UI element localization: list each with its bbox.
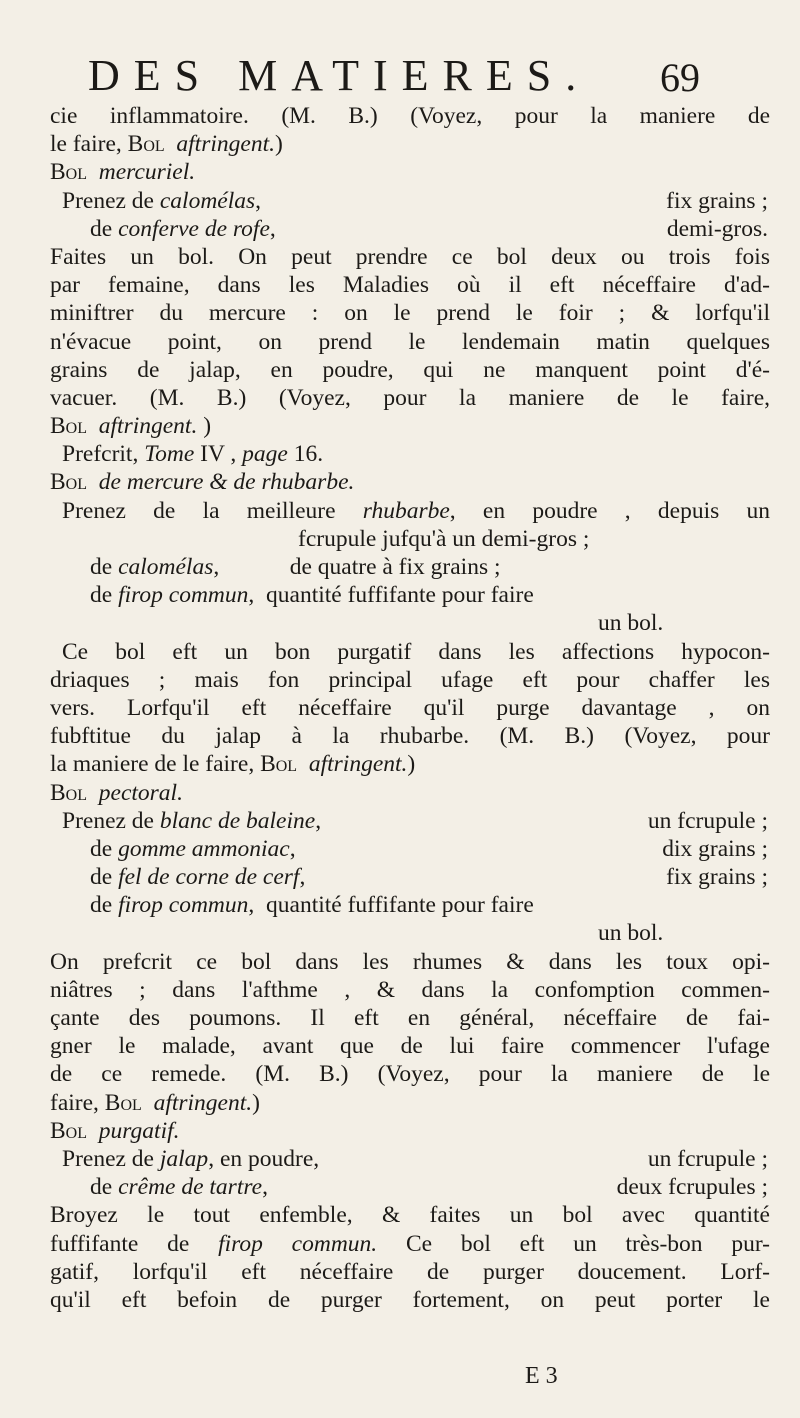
text-line: [50, 891, 770, 919]
text-segment: Prefcrit,: [62, 441, 145, 468]
text-segment: , quantité fuffifante pour faire: [248, 582, 534, 609]
text-segment: Bol: [50, 413, 88, 440]
text-segment: grains de jalap, en poudre, qui ne manquent point d'é-: [50, 356, 770, 383]
text-line: [50, 1286, 770, 1314]
text-segment: fcrupule jufqu'à un demi-gros ;: [298, 525, 590, 552]
text-segment: [87, 413, 99, 439]
text-segment: de: [90, 215, 119, 242]
text-segment: aftringent.: [153, 1089, 253, 1116]
text-segment: [142, 1090, 154, 1116]
text-line: [50, 1230, 770, 1258]
text-line: [50, 130, 770, 158]
text-segment: jalap: [159, 1145, 209, 1172]
text-line: [50, 187, 770, 215]
text-line: [50, 158, 770, 186]
text-segment: [87, 469, 99, 495]
dose-amount: deux fcrupules ;: [616, 1174, 768, 1201]
text-segment: , en poudre,: [208, 1145, 320, 1172]
text-line: [50, 243, 770, 271]
text-segment: IV ,: [194, 441, 243, 468]
text-segment: niâtres ; dans l'afthme , & dans la confomption commen-: [50, 976, 770, 1003]
page-number: 69: [660, 55, 700, 100]
text-line: [50, 722, 770, 750]
text-segment: [165, 131, 177, 157]
text-line: [50, 271, 770, 299]
text-line: [50, 919, 770, 947]
text-segment: ,: [269, 215, 276, 242]
text-segment: Ce bol eft un bon purgatif dans les affections hypocon-: [62, 638, 770, 665]
text-segment: rhubarbe: [362, 497, 450, 524]
text-segment: Tome: [144, 441, 195, 468]
text-segment: ,: [289, 835, 296, 862]
text-line: [50, 497, 770, 525]
text-segment: , en poudre , depuis un: [449, 497, 771, 524]
text-segment: de: [90, 864, 119, 891]
text-segment: conferve de rofe: [118, 215, 270, 242]
text-line: [50, 299, 770, 327]
text-segment: fuffifante de: [50, 1230, 219, 1257]
text-segment: driaques ; mais fon principal ufage eft pour chaffer les: [50, 666, 770, 693]
text-line: [50, 384, 770, 412]
text-line: [50, 525, 770, 553]
text-segment: de mercure & de rhubarbe.: [98, 469, 355, 496]
text-line: [50, 412, 770, 440]
text-segment: de: [90, 1174, 119, 1201]
text-segment: Bol: [50, 469, 88, 496]
text-segment: qu'il eft befoin de purger fortement, on peut porter le: [50, 1286, 770, 1313]
dose-amount: dix grains ;: [662, 835, 768, 862]
text-segment: Prenez de: [62, 1145, 160, 1172]
text-segment: de: [90, 835, 119, 862]
text-segment: 16.: [287, 441, 324, 468]
text-line: [50, 779, 770, 807]
text-segment: aftringent.: [98, 413, 198, 440]
text-segment: Bol: [260, 751, 298, 778]
text-segment: ): [252, 1089, 260, 1116]
text-segment: miniftrer du mercure : on le prend le foir ; & lorfqu'il: [50, 300, 770, 327]
text-line: [50, 1089, 770, 1117]
text-segment: gner le malade, avant que de lui faire commencer l'ufage: [50, 1033, 770, 1060]
text-segment: mercuriel.: [98, 159, 196, 186]
text-segment: calomélas: [118, 554, 214, 580]
text-segment: pectoral.: [98, 779, 183, 806]
text-segment: Bol: [104, 1089, 142, 1116]
dose-amount: fix grains ;: [666, 864, 768, 891]
text-segment: aftringent.: [308, 751, 408, 778]
text-line: [50, 1258, 770, 1286]
text-segment: le faire,: [50, 131, 128, 158]
text-line: [50, 666, 770, 694]
text-segment: fel de corne de cerf: [118, 864, 300, 891]
text-segment: n'évacue point, on prend le lendemain matin quelques: [50, 328, 770, 355]
text-line: [50, 1173, 770, 1201]
text-segment: On prefcrit ce bol dans les rhumes & dans les toux opi-: [50, 948, 770, 975]
text-line: [50, 356, 770, 384]
text-segment: ): [407, 751, 416, 778]
text-segment: Faites un bol. On peut prendre ce bol deux ou trois fois: [50, 243, 770, 270]
text-segment: purgatif.: [98, 1117, 180, 1144]
text-line: [50, 948, 770, 976]
text-segment: Prenez de la meilleure: [62, 497, 363, 524]
page-header: [0, 50, 800, 98]
text-segment: Ce bol eft un très-bon pur-: [377, 1230, 771, 1257]
text-segment: de ce remede. (M. B.) (Voyez, pour la maniere de le: [50, 1061, 770, 1088]
text-segment: vacuer. (M. B.) (Voyez, pour la maniere de le faire,: [50, 384, 770, 411]
text-line: [50, 609, 770, 637]
page-body: [50, 102, 770, 1314]
text-segment: Bol: [50, 1117, 88, 1144]
text-segment: Bol: [50, 159, 88, 186]
dose-amount: un fcrupule ;: [647, 807, 768, 834]
text-line: [50, 835, 770, 863]
text-line: [50, 1201, 770, 1229]
text-segment: cie inflammatoire. (M. B.) (Voyez, pour la maniere de: [50, 103, 770, 129]
text-line: [50, 328, 770, 356]
text-segment: [87, 780, 99, 806]
text-segment: Prenez de: [62, 187, 160, 214]
text-line: [50, 638, 770, 666]
text-segment: [87, 159, 99, 185]
text-line: [50, 750, 770, 778]
text-segment: , quantité fuffifante pour faire: [248, 892, 534, 919]
text-segment: ): [197, 413, 212, 440]
text-segment: firop commun: [118, 892, 249, 919]
text-segment: Broyez le tout enfemble, & faites un bol avec quantité: [50, 1202, 770, 1229]
signature-mark: E 3: [525, 1363, 558, 1389]
text-line: [50, 1004, 770, 1032]
text-segment: firop commun: [118, 582, 249, 609]
text-segment: vers. Lorfqu'il eft néceffaire qu'il purge davantage , on: [50, 694, 770, 721]
text-segment: par femaine, dans les Maladies où il eft néceffaire d'ad-: [50, 272, 770, 299]
dose-amount: un fcrupule ;: [647, 1145, 768, 1172]
text-segment: [87, 1118, 99, 1144]
text-line: [50, 215, 770, 243]
text-segment: de: [90, 892, 119, 919]
text-segment: gomme ammoniac: [118, 835, 290, 862]
text-line: [50, 553, 770, 581]
text-line: [50, 440, 770, 468]
text-line: [50, 976, 770, 1004]
text-segment: çante des poumons. Il eft en général, néceffaire de fai-: [50, 1005, 770, 1031]
text-segment: faire,: [50, 1089, 105, 1116]
text-line: [50, 1032, 770, 1060]
text-segment: crême de tartre: [118, 1174, 263, 1201]
text-line: [50, 1117, 770, 1145]
dose-amount: fix grains ;: [666, 187, 768, 214]
text-segment: calomélas: [159, 187, 256, 214]
text-line: [50, 807, 770, 835]
text-segment: firop commun.: [218, 1230, 378, 1257]
text-segment: Bol: [50, 779, 88, 806]
text-segment: la maniere de le faire,: [50, 751, 261, 778]
text-segment: de: [90, 582, 119, 609]
text-segment: page: [242, 441, 288, 468]
text-segment: un bol.: [598, 920, 664, 947]
text-segment: , de quatre à fix grains ;: [213, 554, 501, 580]
text-segment: ,: [262, 1174, 268, 1201]
text-segment: ,: [299, 864, 306, 891]
text-line: [50, 694, 770, 722]
text-segment: [297, 751, 309, 777]
text-line: [50, 863, 770, 891]
text-segment: gatif, lorfqu'il eft néceffaire de purger doucement. Lorf-: [50, 1258, 770, 1285]
text-segment: fubftitue du jalap à la rhubarbe. (M. B.) (Voyez, pour: [50, 723, 770, 750]
running-title: DES MATIERES.: [88, 51, 591, 100]
text-line: [50, 102, 770, 130]
text-segment: de: [90, 554, 119, 580]
text-segment: un bol.: [598, 610, 664, 637]
text-segment: ,: [255, 187, 262, 214]
text-line: [50, 1060, 770, 1088]
text-line: [50, 581, 770, 609]
text-line: [50, 1145, 770, 1173]
text-segment: ): [274, 131, 283, 158]
text-segment: blanc de baleine: [159, 807, 316, 834]
text-segment: Bol: [127, 131, 165, 158]
text-segment: aftringent.: [176, 131, 275, 158]
text-segment: Prenez de: [62, 807, 160, 834]
dose-amount: demi-gros.: [666, 215, 768, 242]
text-line: [50, 468, 770, 496]
text-segment: ,: [315, 807, 322, 834]
